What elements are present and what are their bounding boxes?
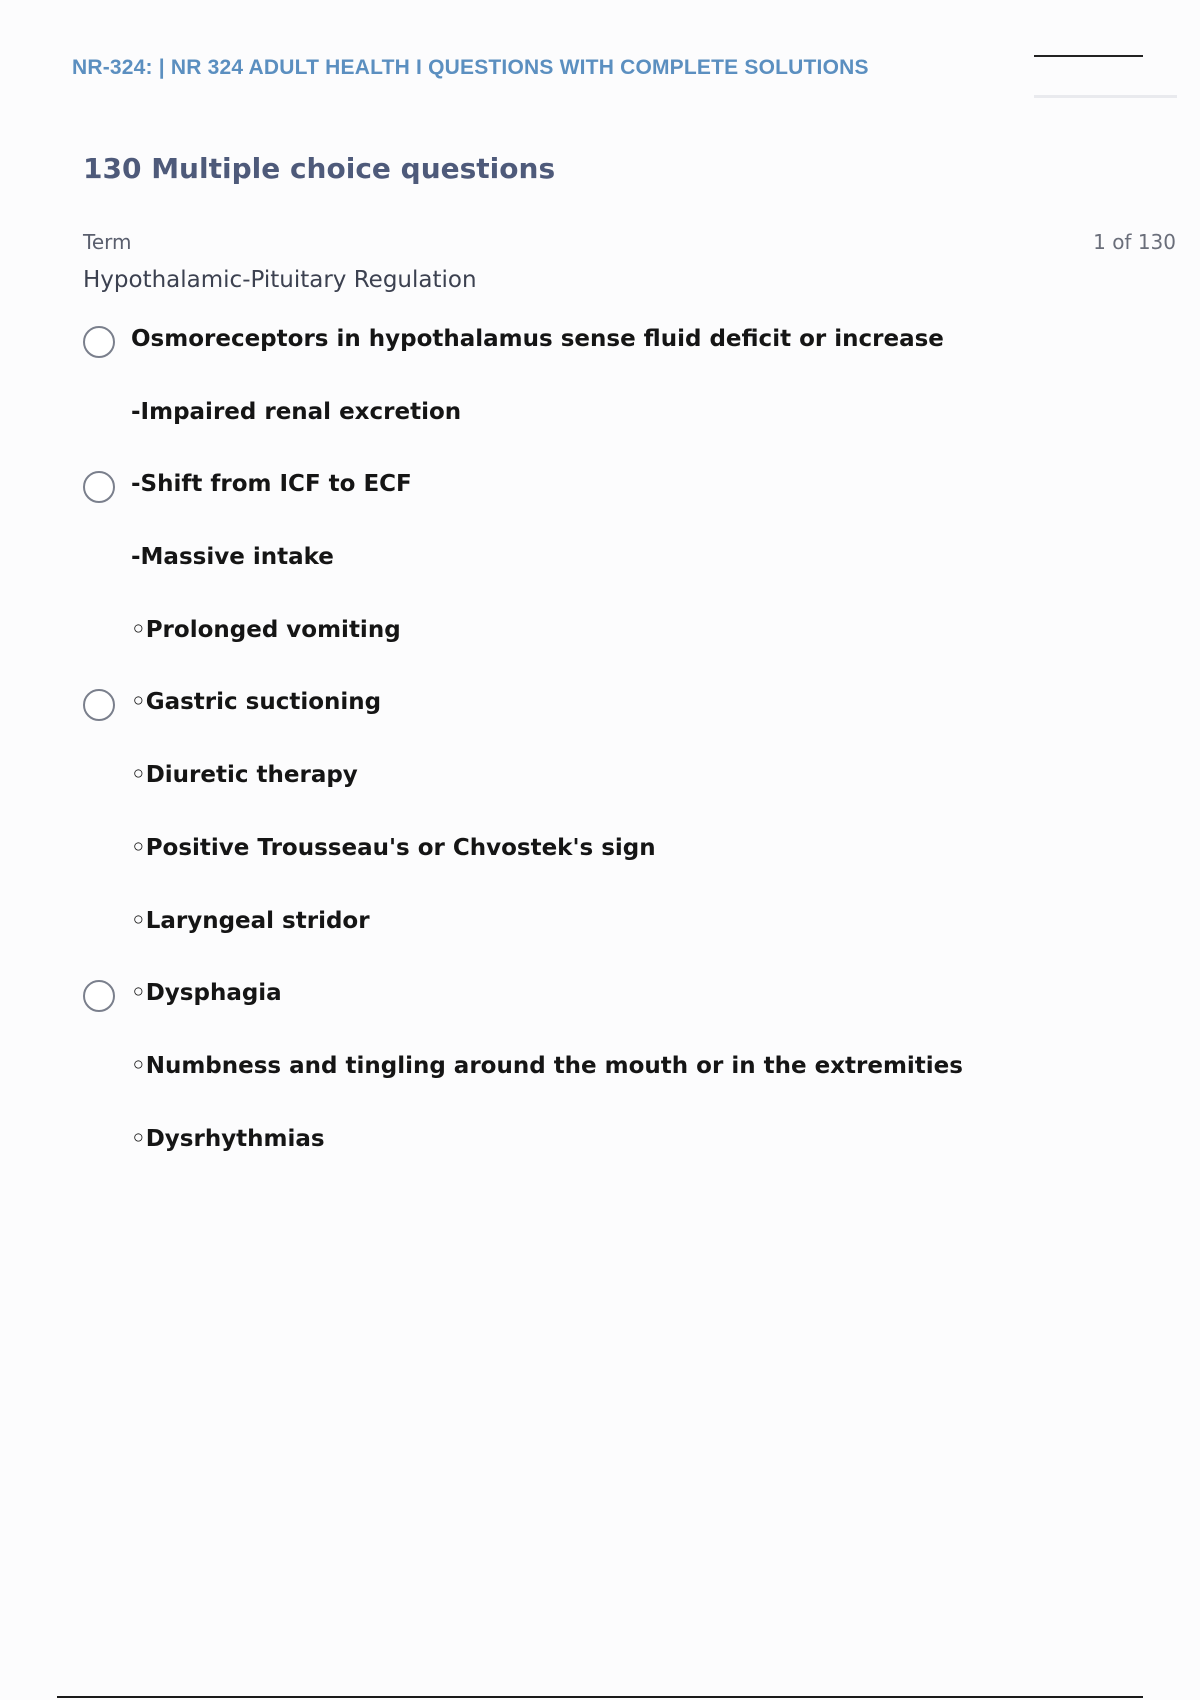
option-text[interactable]: -Shift from ICF to ECF: [131, 471, 412, 498]
footer-divider: [57, 1696, 1143, 1698]
option-text: ◦Prolonged vomiting: [131, 616, 401, 643]
option-text: -Massive intake: [131, 544, 334, 571]
question-counter: 1 of 130: [1093, 230, 1176, 254]
section-title: 130 Multiple choice questions: [83, 152, 556, 185]
header-divider-dark: [1034, 55, 1143, 57]
radio-button[interactable]: [83, 326, 115, 358]
option-text[interactable]: ◦Dysphagia: [131, 980, 282, 1007]
option-row[interactable]: [0, 459, 1200, 532]
option-text: ◦Diuretic therapy: [131, 762, 358, 789]
option-text: ◦Laryngeal stridor: [131, 907, 370, 934]
option-continuation-row: [0, 605, 1200, 678]
option-continuation-row: [0, 1041, 1200, 1114]
answer-options: [0, 314, 1200, 1186]
option-row[interactable]: [0, 314, 1200, 387]
term-text: Hypothalamic-Pituitary Regulation: [83, 267, 477, 293]
option-text[interactable]: ◦Gastric suctioning: [131, 689, 382, 716]
option-continuation-row: [0, 387, 1200, 460]
option-row[interactable]: [0, 968, 1200, 1041]
option-continuation-row: [0, 896, 1200, 969]
header-divider-light: [1034, 95, 1177, 98]
option-text: ◦Dysrhythmias: [131, 1125, 325, 1152]
option-text: -Impaired renal excretion: [131, 398, 462, 425]
option-continuation-row: [0, 750, 1200, 823]
option-continuation-row: [0, 1114, 1200, 1187]
radio-button[interactable]: [83, 980, 115, 1012]
radio-button[interactable]: [83, 689, 115, 721]
option-continuation-row: [0, 532, 1200, 605]
option-text[interactable]: Osmoreceptors in hypothalamus sense fluid deficit or increase: [131, 326, 944, 352]
document-header-title: NR-324: | NR 324 ADULT HEALTH I QUESTIONS WITH COMPLETE SOLUTIONS: [72, 56, 869, 79]
option-text: ◦Positive Trousseau's or Chvostek's sign: [131, 834, 656, 861]
option-continuation-row: [0, 823, 1200, 896]
option-text: ◦Numbness and tingling around the mouth or in the extremities: [131, 1052, 963, 1079]
option-row[interactable]: [0, 677, 1200, 750]
term-label: Term: [83, 230, 132, 254]
radio-button[interactable]: [83, 471, 115, 503]
